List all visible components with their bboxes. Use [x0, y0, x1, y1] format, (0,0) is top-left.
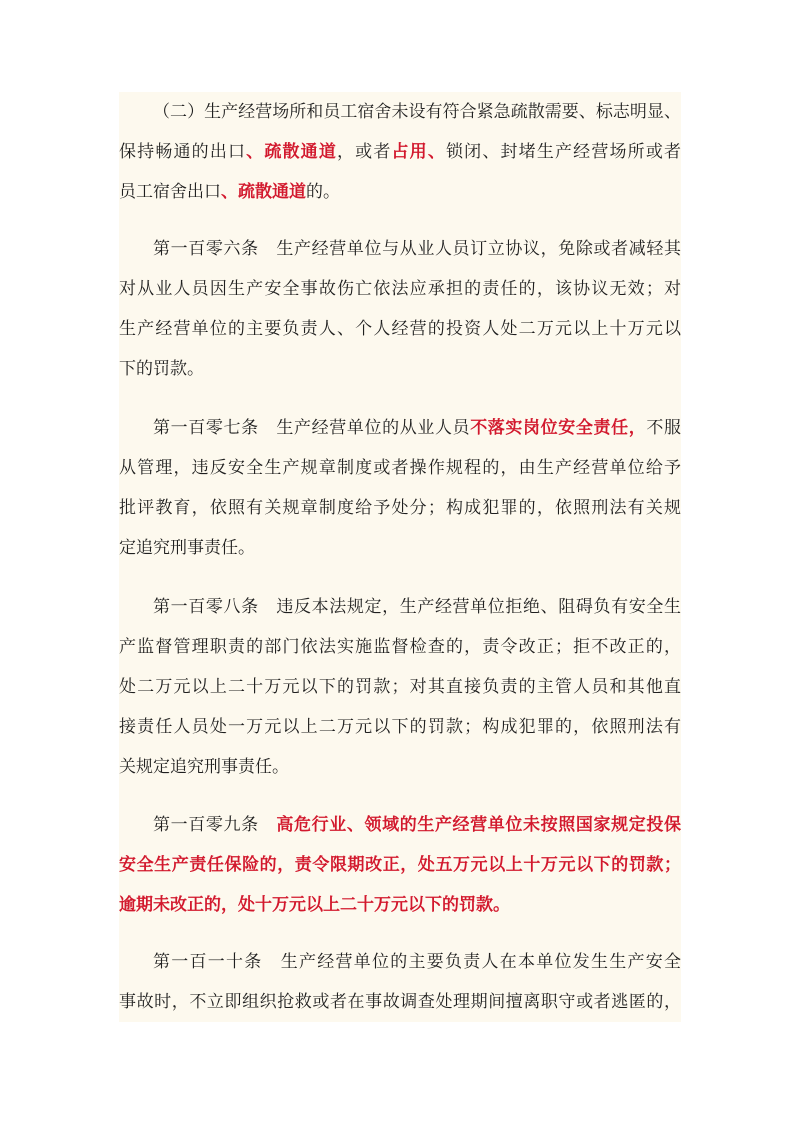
- text-line: [119, 448, 681, 488]
- text-line: [119, 667, 681, 707]
- highlight-run: 逾期未改正的，处十万元以上二十万元以下的罚款。: [119, 895, 510, 915]
- article-108: [119, 587, 681, 787]
- article-107: [119, 408, 681, 568]
- text-line: [119, 982, 681, 1022]
- paragraph-item-2: [119, 92, 681, 212]
- article-109: [119, 805, 681, 925]
- text-line: [119, 92, 681, 132]
- article-number: 第一百零六条: [153, 239, 259, 259]
- text-area: [119, 92, 681, 1022]
- text-run: 产监督管理职责的部门依法实施监督检查的，责令改正；拒不改正的，: [119, 637, 681, 657]
- text-run: 定追究刑事责任。: [119, 538, 255, 558]
- text-line: [119, 747, 681, 787]
- text-run: 生产经营单位的从业人员: [275, 418, 471, 438]
- article-number: 第一百零七条: [153, 418, 259, 438]
- text-run: 从管理，违反安全生产规章制度或者操作规程的，由生产经营单位给予: [119, 458, 681, 478]
- text-line: [119, 269, 681, 309]
- highlight-run: 高危行业、领域的生产经营单位未按照国家规定投保: [275, 815, 682, 835]
- text-run: 锁闭、封堵生产经营场所或者: [446, 142, 682, 162]
- text-run: 对从业人员因生产安全事故伤亡依法应承担的责任的，该协议无效；对: [119, 279, 681, 299]
- text-run: 员工宿舍出口: [119, 182, 221, 202]
- article-number: 第一百一十条: [153, 952, 263, 972]
- text-run: 不服: [646, 418, 682, 438]
- text-run: 生产经营单位的主要负责人在本单位发生生产安全: [279, 952, 681, 972]
- text-line: [119, 587, 681, 627]
- text-run: （二）生产经营场所和员工宿舍未设有符合紧急疏散需要、标志明显、: [153, 102, 681, 122]
- text-run: 违反本法规定，生产经营单位拒绝、阻碍负有安全生: [275, 597, 682, 617]
- text-run: 生产经营单位与从业人员订立协议，免除或者减轻其: [275, 239, 682, 259]
- text-line: [119, 885, 681, 925]
- highlight-run: 、疏散通道: [246, 142, 338, 162]
- text-line: [119, 408, 681, 448]
- text-line: [119, 805, 681, 845]
- text-run: ，或者: [337, 142, 392, 162]
- article-106: [119, 229, 681, 389]
- article-number: 第一百零八条: [153, 597, 259, 617]
- text-line: [119, 309, 681, 349]
- text-run: 保持畅通的出口: [119, 142, 247, 162]
- article-number: 第一百零九条: [153, 815, 259, 835]
- article-110: [119, 942, 681, 1022]
- highlight-run: 占用、: [391, 142, 447, 162]
- text-run: 的。: [306, 182, 340, 202]
- highlight-run: 不落实岗位安全责任，: [470, 418, 647, 438]
- text-run: 关规定追究刑事责任。: [119, 757, 289, 777]
- text-run: 生产经营单位的主要负责人、个人经营的投资人处二万元以上十万元以: [119, 319, 681, 339]
- text-line: [119, 172, 681, 212]
- text-line: [119, 627, 681, 667]
- text-line: [119, 528, 681, 568]
- text-run: 处二万元以上二十万元以下的罚款；对其直接负责的主管人员和其他直: [119, 677, 681, 697]
- text-run: 事故时，不立即组织抢救或者在事故调查处理期间擅离职守或者逃匿的，: [119, 992, 681, 1012]
- text-line: [119, 229, 681, 269]
- text-line: [119, 845, 681, 885]
- text-line: [119, 349, 681, 389]
- text-run: 下的罚款。: [119, 359, 204, 379]
- text-line: [119, 942, 681, 982]
- text-run: 批评教育，依照有关规章制度给予处分；构成犯罪的，依照刑法有关规: [119, 498, 681, 518]
- text-run: 接责任人员处一万元以上二万元以下的罚款；构成犯罪的，依照刑法有: [119, 717, 681, 737]
- text-line: [119, 132, 681, 172]
- text-line: [119, 488, 681, 528]
- text-line: [119, 707, 681, 747]
- highlight-run: 、疏散通道: [221, 182, 306, 202]
- highlight-run: 安全生产责任保险的，责令限期改正，处五万元以上十万元以下的罚款；: [119, 855, 681, 875]
